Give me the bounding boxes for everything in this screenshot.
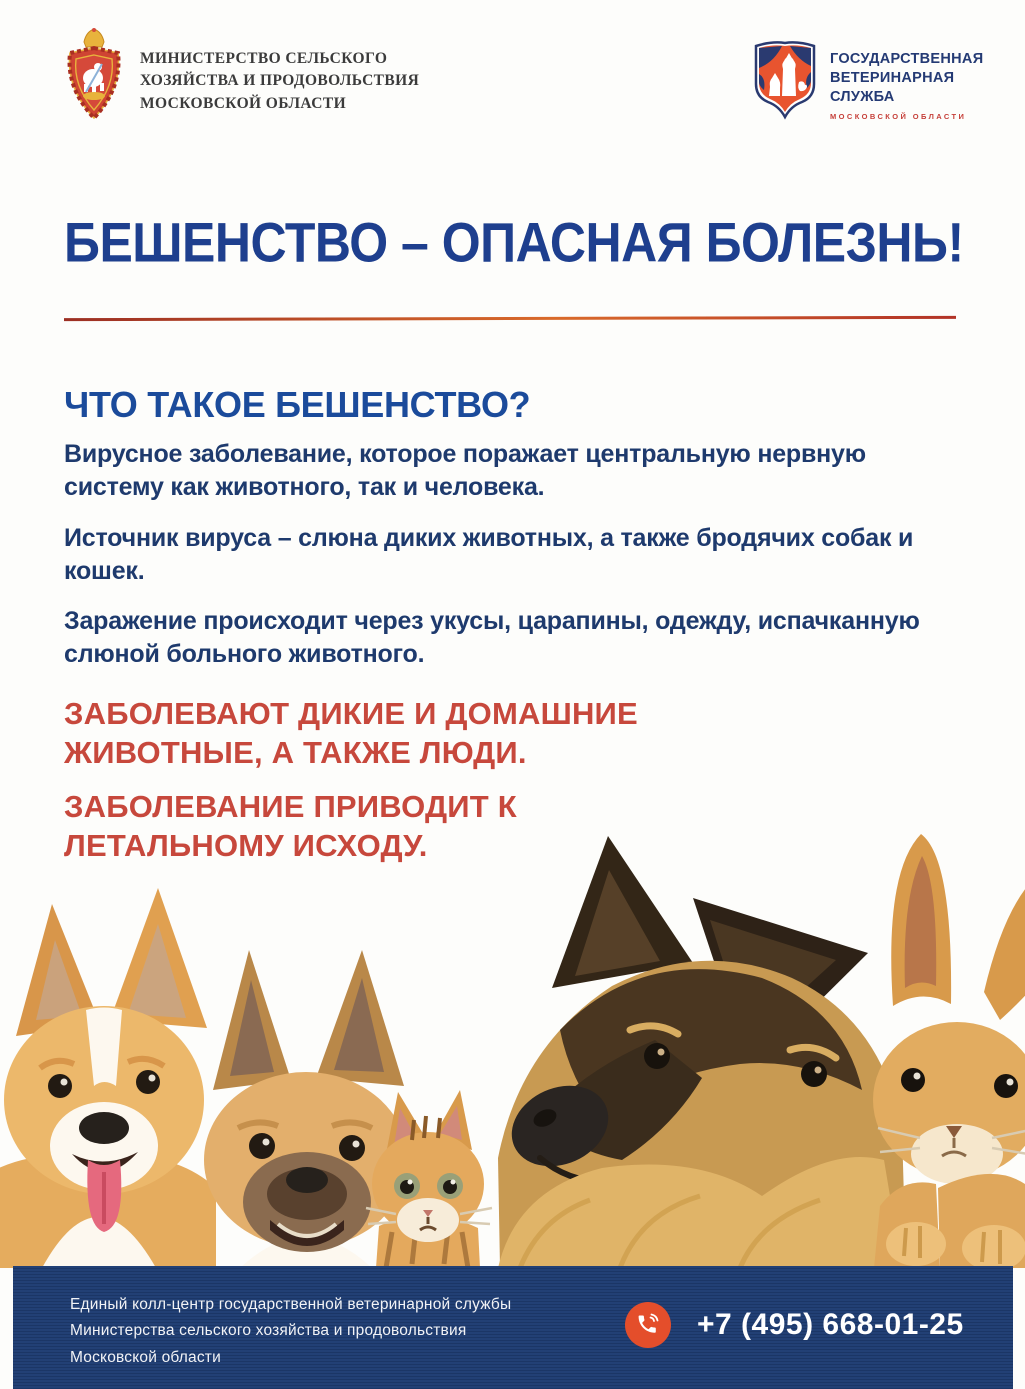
phone-icon: [625, 1302, 671, 1348]
ministry-name-line: МОСКОВСКОЙ ОБЛАСТИ: [140, 94, 347, 112]
virus-source-paragraph: Источник вируса – слюна диких животных, а также бродячих собак и кошек.: [64, 523, 914, 585]
callcenter-line: Единый колл-центр государственной ветеринарной службы: [70, 1296, 512, 1313]
ministry-name-line: ХОЗЯЙСТВА И ПРОДОВОЛЬСТВИЯ: [140, 72, 420, 90]
phone-number: +7 (495) 668-01-25: [697, 1308, 964, 1341]
warning-affected: ЗАБОЛЕВАЮТ ДИКИЕ И ДОМАШНИЕ ЖИВОТНЫЕ, А ТАКЖЕ ЛЮДИ.: [64, 696, 638, 771]
callcenter-line: Министерства сельского хозяйства и продовольствия: [70, 1322, 467, 1340]
callcenter-line: Московской области: [70, 1348, 221, 1366]
ministry-name: [140, 48, 419, 115]
section-heading: ЧТО ТАКОЕ БЕШЕНСТВО?: [64, 384, 531, 425]
section-body: [64, 438, 944, 689]
divider-line: [64, 316, 956, 321]
vet-service-name-line: СЛУЖБА: [830, 89, 895, 106]
rabbit-photo: [873, 834, 1025, 1268]
infection-paragraph: Заражение происходит через укусы, царапины, одежду, испачканную слюной больного животного.: [64, 607, 920, 669]
corgi-photo: [0, 888, 216, 1268]
footer: [13, 1266, 1013, 1389]
french-bulldog-photo: [204, 950, 408, 1268]
vet-service-name-line: ГОСУДАРСТВЕННАЯ: [830, 51, 984, 67]
ministry-name-line: МИНИСТЕРСТВО СЕЛЬСКОГО: [140, 50, 388, 67]
callcenter-text: [70, 1292, 511, 1371]
poster-title: БЕШЕНСТВО – ОПАСНАЯ БОЛЕЗНЬ!: [64, 211, 964, 274]
vet-service-name-line: ВЕТЕРИНАРНАЯ: [830, 70, 955, 87]
animals-photo-strip: [0, 828, 1025, 1268]
german-shepherd-photo: [498, 836, 906, 1268]
intro-paragraph: Вирусное заболевание, которое поражает центральную нервную систему как животного, так и человека.: [64, 440, 866, 502]
moscow-oblast-coat-of-arms-icon: [62, 26, 126, 122]
warning-lethal: ЗАБОЛЕВАНИЕ ПРИВОДИТ К ЛЕТАЛЬНОМУ ИСХОДУ.: [64, 789, 517, 864]
vet-service-subtitle: МОСКОВСКОЙ ОБЛАСТИ: [830, 112, 967, 122]
vet-service-name: [830, 50, 983, 122]
phone-group: [625, 1302, 964, 1348]
veterinary-service-shield-icon: [752, 38, 818, 122]
